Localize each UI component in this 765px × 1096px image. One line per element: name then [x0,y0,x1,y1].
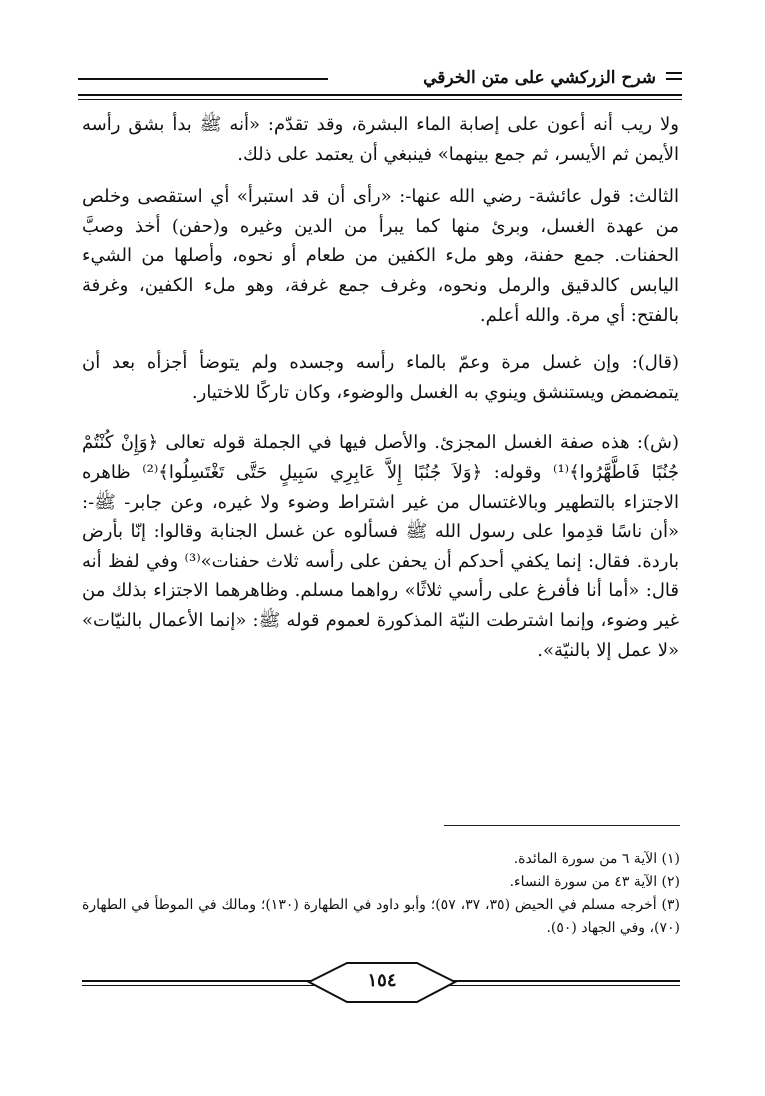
page-footer [82,960,680,1008]
footnote-1: (١) الآية ٦ من سورة المائدة. [513,851,680,867]
footnotes [82,848,680,940]
running-header [78,66,682,100]
header-title: شرح الزركشي على متن الخرقي [423,68,656,88]
paragraph-4: (ش): هذه صفة الغسل المجزئ. والأصل فيها في الجملة قوله تعالى ﴿وَإِنْ كُنْتُمْ جُنُبًا فَاطَّهَّرُوا﴾⁽¹⁾ وقوله: ﴿وَلاَ جُنُبًا إِلاَّ عَابِرِي سَبِيلٍ حَتَّى تَغْتَسِلُوا﴾⁽²⁾ ظاهره الاجتزاء بالتطهير وبالاغتسال من غير اشتراط وضوء ولا غيره، وعن جابر- ﷺ-: «أن ناسًا قدِموا على رسول الله ﷺ فسألوه عن غسل الجنابة وقالوا: إنّا بأرض باردة. فقال: إنما يكفي أحدكم أن يحفن على رأسه ثلاث حفنات»⁽³⁾ وفي لفظ أنه قال: «أما أنا فأفرغ على رأسي ثلاثًا» رواهما مسلم. وظاهرهما الاجتزاء بذلك من غير وضوء، وإنما اشترطت النيّة المذكورة لعموم قوله ﷺ: «إنما الأعمال بالنيّات» «لا عمل إلا بالنيّة». [82,432,679,661]
footnote-2: (٢) الآية ٤٣ من سورة النساء. [509,874,680,890]
paragraph-1: ولا ريب أنه أعون على إصابة الماء البشرة، وقد تقدّم: «أنه ﷺ بدأ بشق رأسه الأيمن ثم الأيسر، ثم جمع بينهما» فينبغي أن يعتمد على ذلك. [82,114,679,165]
footnote-3: (٣) أخرجه مسلم في الحيض (٣٥، ٣٧، ٥٧)؛ وأبو داود في الطهارة (١٣٠)؛ ومالك في الموطأ في الطهارة (٧٠)، وفي الجهاد (٥٠). [82,897,681,936]
header-rule-thick [78,94,682,96]
paragraph-3: (قال): وإن غسل مرة وعمّ بالماء رأسه وجسده ولم يتوضأ أجزأه بعد أن يتمضمض ويستنشق وينوي به الغسل والوضوء، وكان تاركًا للاختيار. [82,352,679,403]
header-dash-mark [666,72,682,82]
page-number: ١٥٤ [347,970,417,991]
header-rule-short [78,78,328,80]
paragraph-2: الثالث: قول عائشة- رضي الله عنها-: «رأى أن قد استبرأ» أي استقصى وخلص من عهدة الغسل، وبرئ منها كما يبرأ من الدين وغيره و(حفن) أخذ وصبَّ الحفنات. جمع حفنة، وهو ملء الكفين من طعام أو نحوه، وأصلها من الشيء اليابس كالدقيق والرمل ونحوه، وغرف جمع غرفة، وهو ملء الكفين، وغرفة بالفتح: أي مرة. والله أعلم. [82,186,679,326]
footnote-separator [444,825,680,826]
header-rule-thin [78,99,682,100]
main-text [82,110,679,678]
